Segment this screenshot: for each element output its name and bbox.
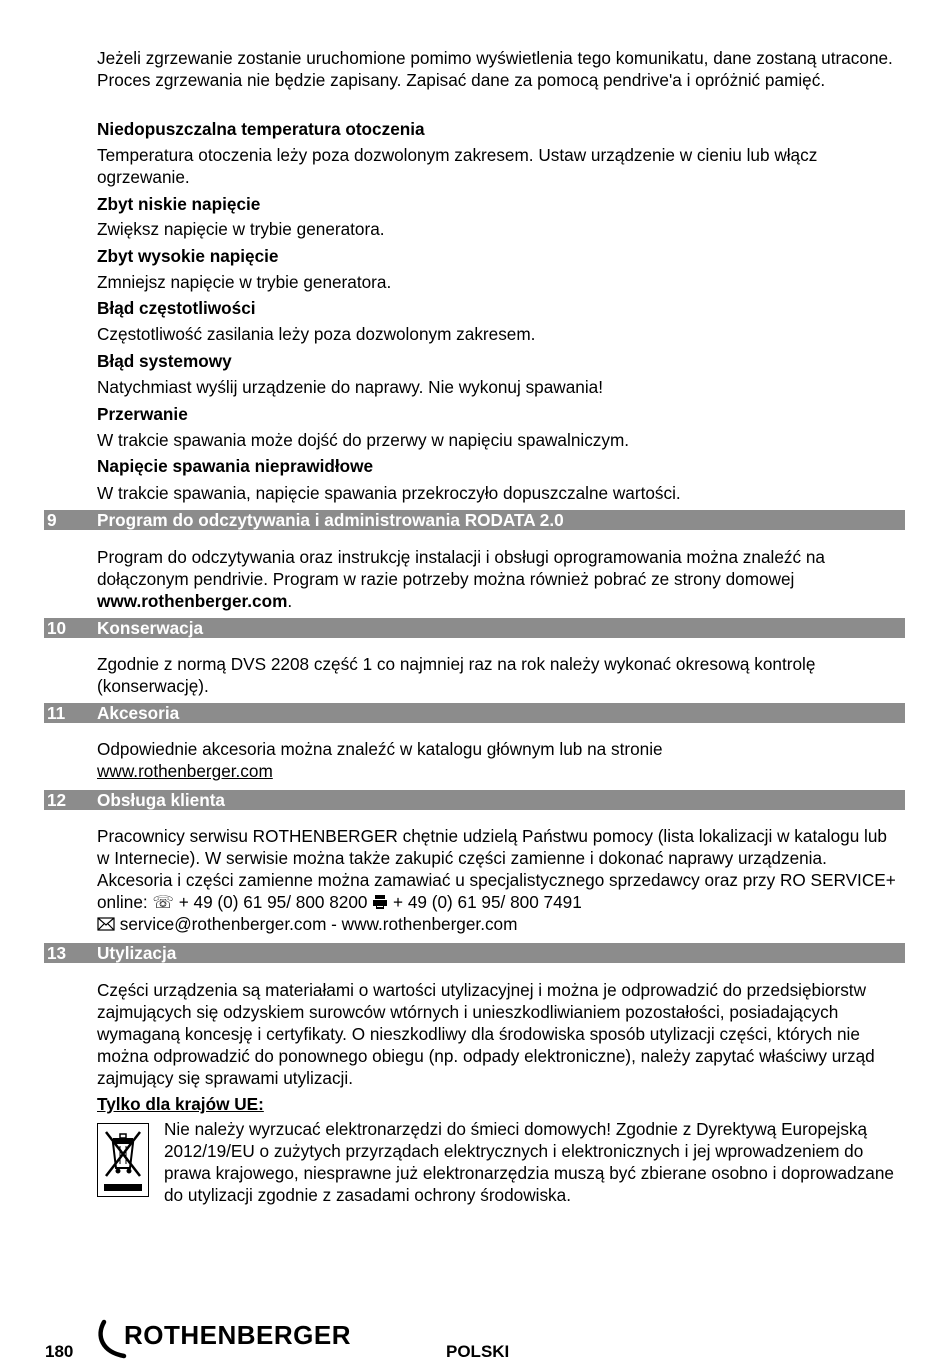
intro-paragraph: Jeżeli zgrzewanie zostanie uruchomione pomimo wyświetlenia tego komunikatu, dane zostaną utracone. Proces zgrzewania nie będzie zapisany. Zapisać dane za pomocą pendrive'a i opróżnić pamięć.	[97, 48, 893, 90]
heading-welding-voltage: Napięcie spawania nieprawidłowe	[97, 456, 374, 476]
email-address[interactable]: service@rothenberger.com - www.rothenberger.com	[119, 914, 518, 934]
heading-interruption: Przerwanie	[97, 404, 188, 424]
fax-icon	[372, 894, 388, 910]
weee-bin-icon	[97, 1123, 149, 1197]
section-title: Akcesoria	[97, 703, 180, 723]
heading-low-voltage: Zbyt niskie napięcie	[97, 194, 261, 214]
section-number: 9	[47, 510, 57, 530]
text-welding-voltage: W trakcie spawania, napięcie spawania przekroczyło dopuszczalne wartości.	[97, 483, 681, 503]
section-11-header	[44, 703, 905, 723]
rothenberger-link[interactable]: www.rothenberger.com	[97, 761, 273, 781]
section-12-header	[44, 790, 905, 810]
section-13-text: Części urządzenia są materiałami o wartości utylizacyjnej i można je odprowadzić do przedsiębiorstw zajmujących się odzyskiem surowców wtórnych i unieszkodliwianiem pozostałości, posiadających wymaganą koncesję i certyfikaty. O nieszkodliwy dla środowiska sposób utylizacji części, których nie można odprowadzić do ponownego obiegu (np. odpady elektroniczne), należy zapytać właściwy urząd zajmujący się sprawami utylizacji.	[97, 980, 875, 1088]
language-label: POLSKI	[446, 1342, 510, 1361]
section-number: 12	[47, 790, 67, 810]
heading-frequency-error: Błąd częstotliwości	[97, 298, 256, 318]
envelope-icon	[97, 917, 115, 931]
fax-number: + 49 (0) 61 95/ 800 7491	[393, 892, 582, 912]
section-12-text: Pracownicy serwisu ROTHENBERGER chętnie udzielą Państwu pomocy (lista lokalizacji w katalogu lub w Internecie). W serwisie można także zakupić części zamienne i dokonać naprawy urządzenia. Akcesoria i części zamienne można zamawiać u specjalistycznego sprzedawcy oraz przy RO SERVICE+ online: ☏ + 49 (0) 61 95/ 800 8200 + 49 (0) 61 95/ 800 7491 service@rothenberger.com - www.rothenberger.com	[97, 826, 896, 934]
text-high-voltage: Zmniejsz napięcie w trybie generatora.	[97, 272, 392, 292]
section-number: 10	[47, 618, 67, 638]
page-number: 180	[45, 1342, 74, 1361]
section-9-text: Program do odczytywania oraz instrukcję instalacji i obsługi oprogramowania można znaleźć na dołączonym pendrivie. Program w razie potrzeby można również pobrać ze strony domowej www.rothenberger.com.	[97, 547, 825, 611]
section-number: 11	[47, 703, 66, 723]
text-interruption: W trakcie spawania może dojść do przerwy w napięciu spawalniczym.	[97, 430, 630, 450]
phone-number: + 49 (0) 61 95/ 800 8200	[178, 892, 368, 912]
rothenberger-logo	[98, 1318, 352, 1360]
section-13-header	[44, 943, 905, 963]
text-ambient-temperature: Temperatura otoczenia leży poza dozwolonym zakresem. Ustaw urządzenie w cieniu lub włącz ogrzewanie.	[97, 145, 818, 187]
text-low-voltage: Zwiększ napięcie w trybie generatora.	[97, 219, 385, 239]
section-number: 13	[47, 943, 67, 963]
text-system-error: Natychmiast wyślij urządzenie do naprawy. Nie wykonuj spawania!	[97, 377, 603, 397]
heading-high-voltage: Zbyt wysokie napięcie	[97, 246, 279, 266]
section-11-text: Odpowiednie akcesoria można znaleźć w katalogu głównym lub na stronie www.rothenberger.com	[97, 739, 663, 781]
heading-system-error: Błąd systemowy	[97, 351, 232, 371]
brand-name: ROTHENBERGER	[124, 1320, 352, 1350]
section-title: Obsługa klienta	[97, 790, 225, 810]
section-title: Utylizacja	[97, 943, 177, 963]
section-10-text: Zgodnie z normą DVS 2208 część 1 co najmniej raz na rok należy wykonać okresową kontrolę (konserwację).	[97, 654, 816, 696]
eu-heading: Tylko dla krajów UE:	[97, 1094, 264, 1114]
section-title: Program do odczytywania i administrowania RODATA 2.0	[97, 510, 564, 530]
section-9-header	[44, 510, 905, 530]
section-title: Konserwacja	[97, 618, 204, 638]
text-frequency-error: Częstotliwość zasilania leży poza dozwolonym zakresem.	[97, 324, 536, 344]
rothenberger-link[interactable]: www.rothenberger.com	[97, 591, 288, 611]
heading-ambient-temperature: Niedopuszczalna temperatura otoczenia	[97, 119, 425, 139]
phone-icon: ☏	[152, 892, 174, 912]
eu-directive-text: Nie należy wyrzucać elektronarzędzi do śmieci domowych! Zgodnie z Dyrektywą Europejską 2012/19/EU o zużytych przyrządach elektrycznych i elektronicznych i jej wprowadzeniem do prawa krajowego, niesprawne już elektronarzędzia muszą być zbierane osobno i doprowadzane do utylizacji zgodnie z zasadami ochrony środowiska.	[164, 1119, 894, 1205]
section-10-header	[44, 618, 905, 638]
